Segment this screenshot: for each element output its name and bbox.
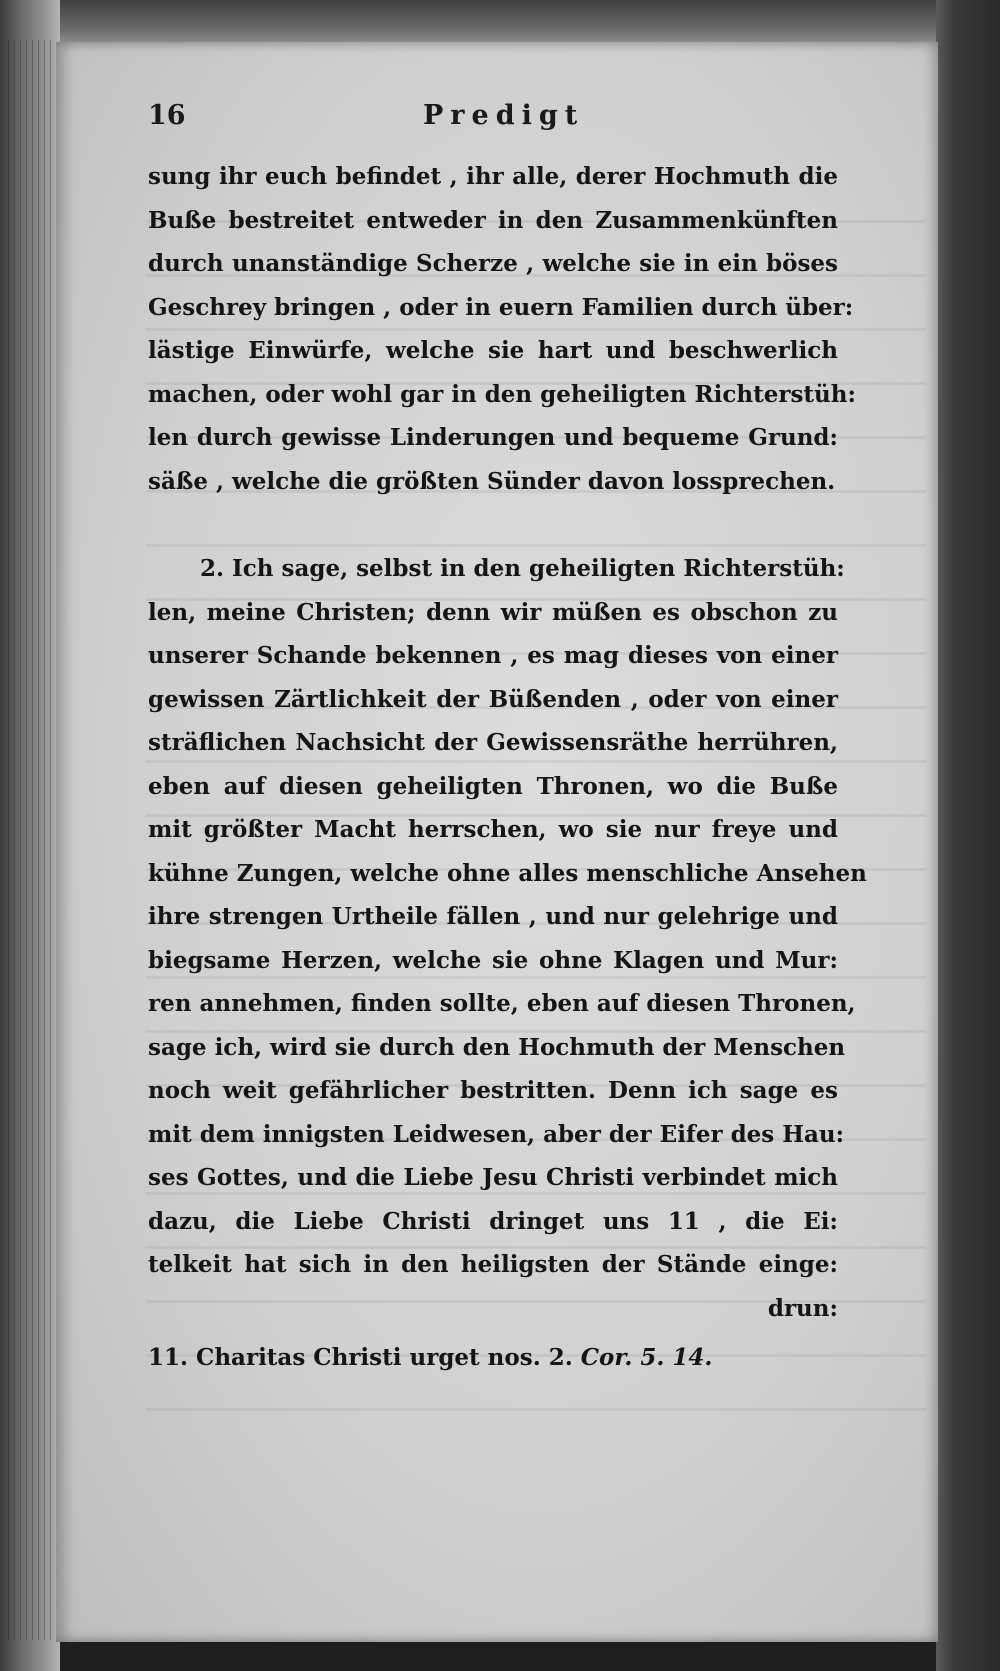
text-line: sträflichen Nachsicht der Gewissensräthe herrühren, [148, 729, 838, 756]
book-cover-right-edge [936, 0, 1000, 1671]
text-line: len durch gewisse Linderungen und bequeme Grund: [148, 424, 838, 451]
text-line: dazu, die Liebe Christi dringet uns 11 , die Ei: [148, 1207, 838, 1235]
text-line: Geschrey bringen , oder in euern Familien durch über: [148, 293, 854, 321]
text-line: ren annehmen, finden sollte, eben auf diesen Thronen, [148, 990, 856, 1017]
body-text [148, 155, 867, 1330]
text-line: sung ihr euch befindet , ihr alle, derer Hochmuth die [148, 163, 838, 190]
paragraph-1 [148, 155, 856, 503]
text-line: durch unanständige Scherze , welche sie in ein böses [148, 250, 838, 277]
page-header [148, 100, 838, 140]
text-line: noch weit gefährlicher bestritten. Denn ich sage es [148, 1077, 838, 1104]
page-stack-lines [8, 40, 56, 1640]
text-line: ihre strengen Urtheile fällen , und nur gelehrige und [148, 903, 838, 930]
text-line: Buße bestreitet entweder in den Zusammenkünften [148, 206, 838, 234]
text-line: gewissen Zärtlichkeit der Büßenden , oder von einer [148, 685, 838, 713]
catchword: drun: [767, 1294, 838, 1322]
text-line: len, meine Christen; denn wir müßen es obschon zu [148, 598, 838, 626]
text-line: säße , welche die größten Sünder davon lossprechen. [148, 467, 836, 495]
paragraph-gap [148, 503, 838, 547]
text-line: eben auf diesen geheiligten Thronen, wo die Buße [148, 772, 838, 800]
text-line: ses Gottes, und die Liebe Jesu Christi verbindet mich [148, 1164, 838, 1191]
text-line: machen, oder wohl gar in den geheiligten Richterstüh: [148, 380, 856, 408]
page-number: 16 [148, 100, 186, 131]
footnote-text: 11. Charitas Christi urget nos. 2. [148, 1344, 581, 1371]
footnote [148, 1344, 838, 1371]
text-line: 2. Ich sage, selbst in den geheiligten Richterstüh: [200, 555, 845, 582]
text-line: lästige Einwürfe, welche sie hart und beschwerlich [148, 337, 838, 364]
text-line: telkeit hat sich in den heiligsten der Stände einge: [148, 1251, 838, 1278]
binding-top-edge [0, 0, 1000, 48]
text-line: kühne Zungen, welche ohne alles menschliche Ansehen [148, 859, 867, 887]
text-line: unserer Schande bekennen , es mag dieses von einer [148, 642, 838, 669]
footnote-reference: Cor. 5. 14. [580, 1344, 713, 1371]
text-line: mit dem innigsten Leidwesen, aber der Eifer des Hau: [148, 1120, 845, 1148]
text-line: sage ich, wird sie durch den Hochmuth der Menschen [148, 1033, 846, 1061]
text-line: mit größter Macht herrschen, wo sie nur freye und [148, 816, 838, 843]
paragraph-2 [148, 547, 867, 1330]
running-head: Predigt [423, 100, 585, 131]
text-line: biegsame Herzen, welche sie ohne Klagen und Mur: [148, 946, 838, 974]
